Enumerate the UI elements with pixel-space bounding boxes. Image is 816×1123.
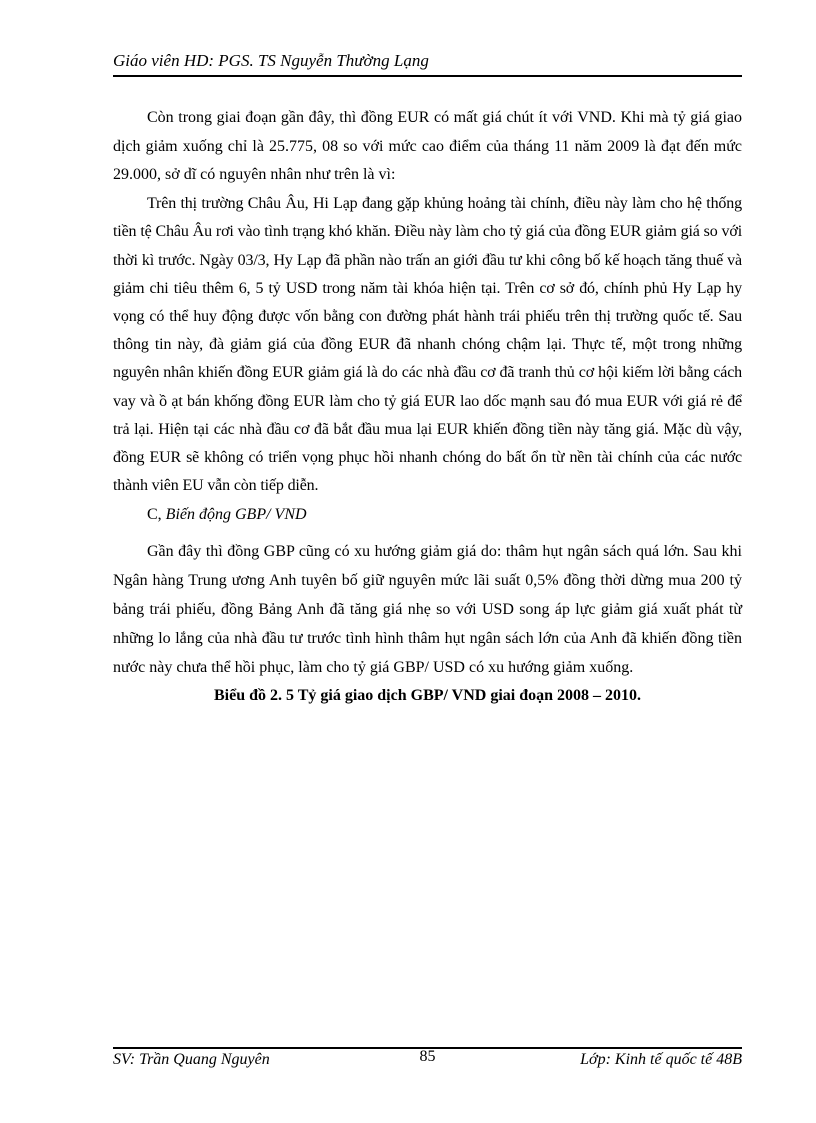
paragraph-eur-reasons: Trên thị trường Châu Âu, Hi Lạp đang gặp khủng hoảng tài chính, điều này làm cho hệ thống tiền tệ Châu Âu rơi vào tình trạng khó khăn. Điều này làm cho tỷ giá của đồng EUR giảm giá so với thời kì trước. Ngày 03/3, Hy Lạp đã phần nào trấn an giới đầu tư khi công bố kế hoạch tăng thuế và giảm chi tiêu thêm 6, 5 tỷ USD trong năm tài khóa hiện tại. Trên cơ sở đó, chính phủ Hy Lạp hy vọng có thể huy động được vốn bằng con đường phát hành trái phiếu trên thị trường quốc tế. Sau thông tin này, đà giảm giá của đồng EUR đã nhanh chóng chậm lại. Thực tế, một trong những nguyên nhân khiến đồng EUR giảm giá là do các nhà đầu cơ đã tranh thủ cơ hội kiếm lời bằng cách vay và ồ ạt bán khống đồng EUR làm cho tỷ giá EUR lao dốc mạnh sau đó mua EUR với giá rẻ để trả lại. Hiện tại các nhà đầu cơ đã bắt đầu mua lại EUR khiến đồng tiền này tăng giá. Mặc dù vậy, đồng EUR sẽ không có triển vọng phục hồi nhanh chóng do bất ổn từ nền tài chính của các nước thành viên EU vẫn còn tiếp diễn.	[113, 195, 742, 495]
section-prefix: C,	[147, 506, 166, 524]
paragraph-gbp: Gần đây thì đồng GBP cũng có xu hướng giảm giá do: thâm hụt ngân sách quá lớn. Sau khi Ngân hàng Trung ương Anh tuyên bố giữ nguyên mức lãi suất 0,5% đồng thời dừng mua 200 tỷ bảng trái phiếu, đồng Bảng Anh đã tăng giá nhẹ so với USD song áp lực giảm giá xuất phát từ những lo lắng của nhà đầu tư trước tình hình thâm hụt ngân sách lớn của Anh đã khiến đồng tiền nước này chưa thể hồi phục, làm cho tỷ giá GBP/ USD có xu hướng giảm xuống.	[113, 543, 742, 676]
page-number: 85	[419, 1048, 436, 1065]
chart-caption: Biểu đồ 2. 5 Tỷ giá giao dịch GBP/ VND giai đoạn 2008 – 2010.	[213, 686, 642, 704]
header-teacher: Giáo viên HD: PGS. TS Nguyễn Thường Lạng	[113, 51, 429, 70]
page-header	[113, 50, 742, 72]
header-rule	[113, 75, 742, 77]
section-title: Biến động GBP/ VND	[165, 506, 307, 524]
paragraph-eur-intro: Còn trong giai đoạn gần đây, thì đồng EUR có mất giá chút ít với VND. Khi mà tỷ giá giao dịch giảm xuống chỉ là 25.775, 08 so với mức cao điểm của tháng 11 năm 2009 là đạt đến mức 29.000, sở dĩ có nguyên nhân như trên là vì:	[113, 109, 742, 184]
footer-class: Lớp: Kinh tế quốc tế 48B	[580, 1051, 742, 1068]
footer-student: SV: Trần Quang Nguyên	[113, 1051, 270, 1068]
page-footer	[113, 1048, 742, 1075]
page-content	[113, 104, 742, 709]
section-heading	[113, 500, 742, 529]
